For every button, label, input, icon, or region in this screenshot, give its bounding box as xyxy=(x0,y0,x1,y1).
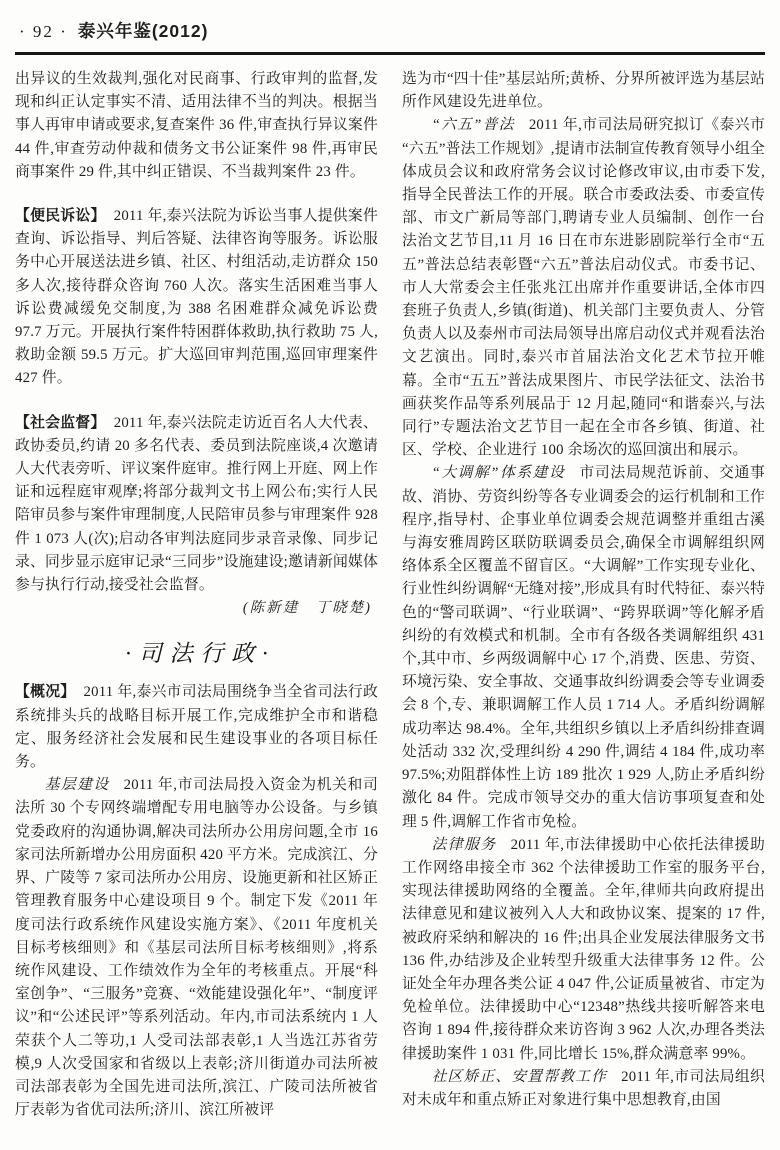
entry-gaikuang xyxy=(15,681,378,774)
entry-text: 2011 年,泰兴法院为诉讼当事人提供案件查询、诉讼指导、判后答疑、法律咨询等服务。诉讼服务中心开展送法进乡镇、社区、村组活动,走访群众 150 多人次,接待群众咨询 760 人次。落实生活困难当事人诉讼费减缓免交制度,为 388 名困难群众减免诉讼费 97.7 万元。开展执行案件特困群体救助,执行救助 75 人,救助金额 59.5 万元。扩大巡回审判范围,巡回审理案件 427 件。 xyxy=(15,208,378,387)
byline-authors: (陈新建 丁晓楚) xyxy=(242,600,372,617)
paragraph-continuation-left: 出异议的生效裁判,强化对民商事、行政审判的监督,发现和纠正认定事实不清、适用法律不当的判决。根据当事人再审申请或要求,复查案件 36 件,审查执行异议案件 44 件,审查劳动仲裁和债务文书公证案件 98 件,再审民商事案件 29 件,其中纠正错误、不当裁判案件 23 件。 xyxy=(15,71,378,180)
page-header xyxy=(15,10,765,55)
left-column xyxy=(15,68,378,1122)
book-title: 泰兴年鉴(2012) xyxy=(77,21,209,41)
subentry-text: 2011 年,市司法局投入资金为机关和司法所 30 个专网终端增配专用电脑等办公设备。与乡镇党委政府的沟通协调,解决司法所办公用房问题,全市 16 家司法所新增办公用房面积 420 平方米。完成滨江、分界、广陵等 7 家司法所办公用房、设施更新和社区矫正管理教育服务中心建设项目 9 个。制定下发《2011 年度司法行政系统作风建设实施方案》、《2011 年度机关目标考核细则》和《基层司法所目标考核细则》,将系统作风建设、工作绩效作为全年的考核重点。开展“科室创争”、“三服务”竞赛、“效能建设强化年”、“制度评议”和“公述民评”等系列活动。年内,市司法系统内 1 人荣获个人二等功,1 人受司法部表彰,1 人当选江苏省劳模,9 人次受国家和省级以上表彰;济川街道办司法所被司法部表彰为全国先进司法所,滨江、广陵司法所被省厅表彰为省优司法所;济川、滨江所被评 xyxy=(15,777,378,1119)
two-column-body xyxy=(15,55,765,1122)
subentry-text: 市司法局规范诉前、交通事故、消协、劳资纠纷等各专业调委会的运行机制和工作程序,指导村、企事业单位调委会规范调整并重组古溪与海安雅周跨区联防联调委员会,确保全市调解组织网络体系全区覆盖不留盲区。“大调解”工作实现专业化、行业性纠纷调解“无缝对接”,形成具有时代特征、泰兴特色的“警司联调”、“行业联调”、“跨界联调”等化解矛盾纠纷的有效模式和机制。全市有各级各类调解组织 431 个,其中市、乡两级调解中心 17 个,消费、医患、劳资、环境污染、安全事故、交通事故纠纷调委会等专业调委会 8 个,专、兼职调解工作人员 1 714 人。矛盾纠纷调解成功率达 98.4%。全年,共组织乡镇以上矛盾纠纷排查调处活动 332 次,受理纠纷 4 290 件,调结 4 184 件,成功率 97.5%;劝阻群体性上访 189 批次 1 929 人,防止矛盾纠纷激化 84 件。完成市领导交办的重大信访事项复查和处理 5 件,调解工作省市免检。 xyxy=(402,465,765,830)
subentry-heading: 社区矫正、安置帮教工作 xyxy=(431,1068,608,1085)
subentry-liuwu-pufa xyxy=(402,114,765,462)
entry-label: 【便民诉讼】 xyxy=(15,208,106,225)
subentry-heading: “六五”普法 xyxy=(431,117,515,134)
entry-bianmin-susong xyxy=(15,205,378,391)
subentry-falv-fuwu xyxy=(402,834,765,1066)
subentry-text: 2011 年,市司法局组织对未成年和重点矫正对象进行集中思想教育,由国 xyxy=(402,1068,765,1108)
paragraph-continuation-right: 选为市“四十佳”基层站所;黄桥、分界所被评选为基层站所作风建设先进单位。 xyxy=(402,71,765,111)
subentry-datiaojie-tixi xyxy=(402,462,765,833)
entry-label: 【概况】 xyxy=(15,684,76,701)
section-heading-sifa-xingzheng: ·司法行政· xyxy=(125,641,276,667)
entry-label: 【社会监督】 xyxy=(15,414,106,431)
right-column xyxy=(402,68,765,1122)
subentry-heading: 基层建设 xyxy=(44,777,110,794)
subentry-heading: 法律服务 xyxy=(431,836,497,853)
subentry-jiceng-jianshe xyxy=(15,774,378,1122)
entry-text: 2011 年,泰兴法院走访近百名人大代表、政协委员,约请 20 多名代表、委员到法院座谈,4 次邀请人大代表旁听、评议案件庭审。推行网上开庭、网上作证和远程庭审观摩;将部分裁判文书上网公布;实行人民陪审员参与案件审理制度,人民陪审员参与审理案件 928 件 1 073 人(次);启动各审判法庭同步录音录像、同步记录、同步显示庭审记录“三同步”设施建设;邀请新闻媒体参与执行行动,接受社会监督。 xyxy=(15,414,378,594)
subentry-shequ-jiaozheng xyxy=(402,1066,765,1112)
subentry-heading: “大调解”体系建设 xyxy=(431,465,566,482)
subentry-text: 2011 年,市司法局研究拟订《泰兴市“六五”普法工作规划》,提请市法制宣传教育领导小组全体成员会议和政府常务会议讨论修改审议,由市委下发,指导全民普法工作的开展。联合市委政法委、市委宣传部、市文广新局等部门,聘请专业人员编制、创作一台法治文艺节目,11 月 16 日在市东进影剧院举行全市“五五”普法总结表彰暨“六五”普法启动仪式。市委书记、市人大常委会主任张兆江出席并作重要讲话,全体市四套班子负责人,乡镇(街道)、机关部门主要负责人、分管负责人以及泰州市司法局领导出席启动仪式并观看法治文艺演出。同时,泰兴市首届法治文化艺术节拉开帷幕。全市“五五”普法成果图片、市民学法征文、法治书画获奖作品等系列展品于 12 月起,随同“和谐泰兴,与法同行”专题法治文艺节目一起在全市各乡镇、街道、社区、学校、企业进行 100 余场次的巡回演出和展示。 xyxy=(402,117,765,459)
page-number: · 92 · xyxy=(19,22,68,41)
entry-text: 2011 年,泰兴市司法局围绕争当全省司法行政系统排头兵的战略目标开展工作,完成维护全市和谐稳定、服务经济社会发展和民生建设事业的各项目标任务。 xyxy=(15,684,378,771)
subentry-text: 2011 年,市法律援助中心依托法律援助工作网络串接全市 362 个法律援助工作室的服务平台,实现法律援助网络的全覆盖。全年,律师共向政府提出法律意见和建议被列入人大和政协议案、提案的 17 件,被政府采纳和解决的 16 件;出具企业发展法律服务文书 136 件,办结涉及企业转型升级重大法律事务 12 件。公证处全年办理各类公证 4 047 件,公证质量被省、市定为免检单位。法律援助中心“12348”热线共接听解答来电咨询 1 894 件,接待群众来访咨询 3 962 人次,办理各类法律援助案件 1 031 件,同比增长 15%,群众满意率 99%。 xyxy=(402,836,765,1062)
entry-shehui-jiandu xyxy=(15,412,378,598)
